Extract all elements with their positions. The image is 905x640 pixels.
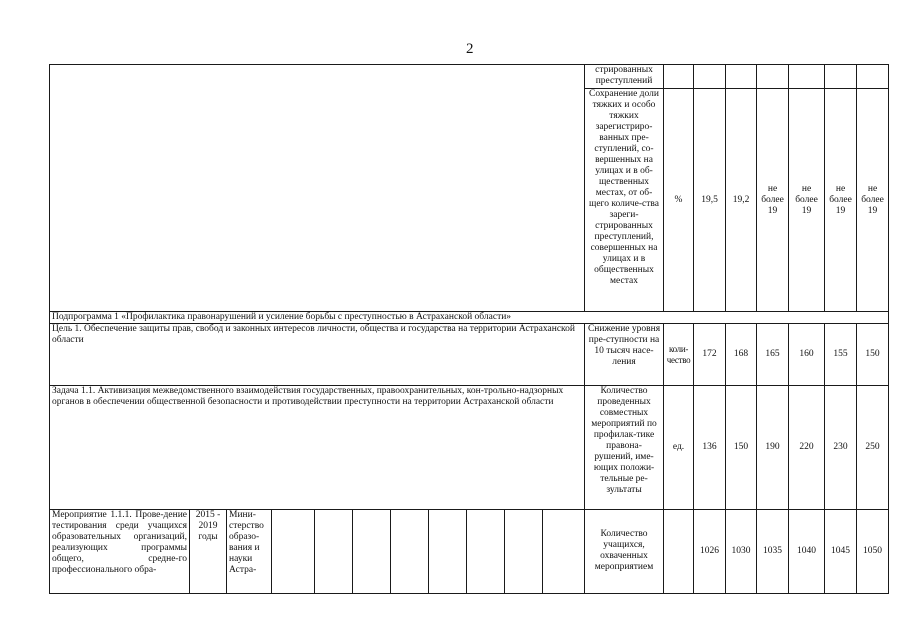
page-number: 2: [466, 41, 474, 57]
value-cell: не более 19: [857, 89, 889, 312]
unit-cell: [664, 509, 694, 593]
value-cell: 160: [789, 324, 825, 385]
indicator-cell: Количество проведенных совместных мероприятий по профилак-тике правона-рушений, име-ющих положи-тельные ре-зультаты: [585, 385, 664, 509]
value-cell: 172: [694, 324, 726, 385]
table-row-goal: [50, 324, 889, 385]
value-cell: не более 19: [757, 89, 789, 312]
unit-cell: коли-чество: [664, 324, 694, 385]
unit-cell: [664, 65, 694, 89]
value-cell: 150: [726, 385, 757, 509]
goal-text: Цель 1. Обеспечение защиты прав, свобод и законных интересов личности, общества и государства на территории Астраханской области: [50, 324, 585, 385]
value-cell: 1030: [726, 509, 757, 593]
measure-text: Мероприятие 1.1.1. Прове-дение тестирования среди учащихся образовательных организаций, реализующих программы общего, средне-го профессионального обра-: [50, 509, 190, 593]
value-cell: [757, 65, 789, 89]
value-cell: [726, 65, 757, 89]
table-row-continuation: [50, 65, 889, 89]
subprogram-title: Подпрограмма 1 «Профилактика правонарушений и усиление борьбы с преступностью в Астраханской области»: [50, 312, 889, 324]
table-row-task: [50, 385, 889, 509]
value-cell: 230: [825, 385, 857, 509]
unit-cell: ед.: [664, 385, 694, 509]
unit-cell: %: [664, 89, 694, 312]
value-cell: 220: [789, 385, 825, 509]
executor-cell: Мини-стерство образо-вания и науки Астра-: [227, 509, 272, 593]
finance-cell: [467, 509, 505, 593]
finance-cell: [315, 509, 353, 593]
finance-cell: [272, 509, 315, 593]
indicator-cell: Снижение уровня пре-ступности на 10 тысяч насе-ления: [585, 324, 664, 385]
value-cell: 1045: [825, 509, 857, 593]
value-cell: [789, 65, 825, 89]
value-cell: 250: [857, 385, 889, 509]
value-cell: не более 19: [825, 89, 857, 312]
empty-merged-cell: [50, 65, 585, 312]
value-cell: 150: [857, 324, 889, 385]
value-cell: 168: [726, 324, 757, 385]
indicator-cell: Сохранение доли тяжких и особо тяжких зарегистриро-ванных пре-ступлений, со-вершенных на улицах и в об-щественных местах, от об-щего количе-ства зареги-стрированных преступлений, совершенных на улицах и в общественных местах: [585, 89, 664, 312]
value-cell: 1035: [757, 509, 789, 593]
value-cell: не более 19: [789, 89, 825, 312]
finance-cell: [505, 509, 543, 593]
value-cell: 1026: [694, 509, 726, 593]
task-text: Задача 1.1. Активизация межведомственного взаимодействия государственных, правоохранительных, кон-трольно-надзорных органов в обеспечении общественной безопасности и противодействии преступности на территории Астраханской области: [50, 385, 585, 509]
finance-cell: [543, 509, 585, 593]
value-cell: 190: [757, 385, 789, 509]
value-cell: 1050: [857, 509, 889, 593]
value-cell: [857, 65, 889, 89]
indicators-table: [49, 64, 889, 594]
finance-cell: [391, 509, 429, 593]
indicator-cell: стрированных преступлений: [585, 65, 664, 89]
finance-cell: [353, 509, 391, 593]
table-row-subprogram: [50, 312, 889, 324]
period-cell: 2015 - 2019 годы: [190, 509, 227, 593]
value-cell: [694, 65, 726, 89]
finance-cell: [429, 509, 467, 593]
value-cell: 155: [825, 324, 857, 385]
indicator-cell: Количество учащихся, охваченных мероприятием: [585, 509, 664, 593]
value-cell: 1040: [789, 509, 825, 593]
value-cell: 19,2: [726, 89, 757, 312]
value-cell: [825, 65, 857, 89]
value-cell: 136: [694, 385, 726, 509]
value-cell: 165: [757, 324, 789, 385]
value-cell: 19,5: [694, 89, 726, 312]
table-row-measure: [50, 509, 889, 593]
